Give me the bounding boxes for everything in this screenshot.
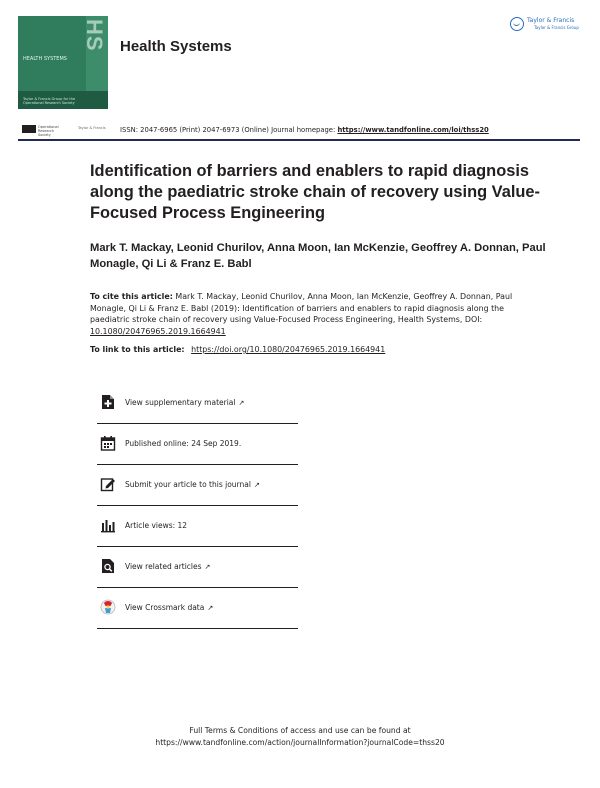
related-articles-label: View related articles — [125, 562, 202, 571]
published-online-row — [97, 424, 298, 465]
supplementary-material-label: View supplementary material — [125, 398, 236, 407]
cover-title: HEALTH SYSTEMS — [23, 56, 67, 62]
citation-doi-link[interactable]: 10.1080/20476965.2019.1664941 — [90, 326, 226, 336]
publisher-logo[interactable] — [510, 16, 585, 38]
supplementary-material-link[interactable] — [125, 398, 244, 407]
cover-publisher: Taylor & Francis Group for the Operational Research Society — [23, 97, 76, 105]
footer-terms-url[interactable]: https://www.tandfonline.com/action/journalInformation?journalCode=thss20 — [155, 737, 445, 747]
society-logo-text: Operational Research Society — [38, 125, 59, 137]
journal-title[interactable]: Health Systems — [120, 38, 232, 55]
footer — [0, 725, 600, 748]
publisher-logo-icon — [510, 17, 524, 31]
journal-cover — [18, 16, 108, 109]
publisher-sub: Taylor & Francis Group — [534, 25, 579, 30]
article-title: Identification of barriers and enablers to rapid diagnosis along the paediatric stroke chain of recovery using Value-Focused Process Engineering — [90, 162, 540, 222]
cover-letters: HS — [82, 19, 107, 52]
published-online-text: Published online: 24 Sep 2019. — [125, 439, 242, 448]
crossmark-row[interactable] — [97, 588, 298, 629]
article-views-text: Article views: 12 — [125, 521, 188, 530]
citation-label: To cite this article: — [90, 292, 173, 301]
external-link-icon: ↗ — [207, 604, 214, 612]
related-articles-row[interactable] — [97, 547, 298, 588]
citation-block — [90, 291, 520, 337]
society-logo-icon — [22, 125, 36, 133]
external-link-icon: ↗ — [204, 563, 211, 571]
external-link-icon: ↗ — [238, 399, 245, 407]
publisher-name: Taylor & Francis — [527, 17, 575, 24]
edit-icon — [100, 476, 116, 492]
crossmark-link[interactable] — [125, 603, 213, 612]
submit-article-link[interactable] — [125, 480, 260, 489]
submit-article-row[interactable] — [97, 465, 298, 506]
crossmark-icon — [100, 599, 116, 615]
document-search-icon — [100, 558, 116, 574]
crossmark-label: View Crossmark data — [125, 603, 205, 612]
article-authors: Mark T. Mackay, Leonid Churilov, Anna Moon, Ian McKenzie, Geoffrey A. Donnan, Paul Monagle, Qi Li & Franz E. Babl — [90, 242, 546, 270]
footer-terms-text: Full Terms & Conditions of access and use can be found at — [189, 726, 411, 735]
document-plus-icon — [100, 394, 116, 410]
calendar-icon — [100, 435, 116, 451]
issn-line — [120, 126, 489, 134]
article-actions — [97, 383, 298, 629]
submit-article-label: Submit your article to this journal — [125, 480, 251, 489]
journal-homepage-link[interactable]: https://www.tandfonline.com/loi/thss20 — [337, 126, 489, 134]
article-link-line — [90, 345, 385, 354]
article-doi-url[interactable]: https://doi.org/10.1080/20476965.2019.1664941 — [191, 345, 386, 354]
citation-text: Mark T. Mackay, Leonid Churilov, Anna Moon, Ian McKenzie, Geoffrey A. Donnan, Paul Monagle, Qi Li & Franz E. Babl (2019): Identification of barriers and enablers to rapid diagnosis along the paediatric stroke chain of recovery using Value-Focused Process Engineering, Health Systems, DOI: — [90, 292, 513, 324]
header-rule — [18, 139, 580, 141]
supplementary-material-row[interactable] — [97, 383, 298, 424]
link-label: To link to this article: — [90, 345, 185, 354]
society-logos — [22, 125, 112, 135]
issn-text: ISSN: 2047-6965 (Print) 2047-6973 (Online) Journal homepage: — [120, 126, 336, 134]
bar-chart-icon — [100, 517, 116, 533]
external-link-icon: ↗ — [253, 481, 260, 489]
related-articles-link[interactable] — [125, 562, 210, 571]
tf-small-logo: Taylor & Francis — [78, 126, 106, 130]
article-views-row — [97, 506, 298, 547]
